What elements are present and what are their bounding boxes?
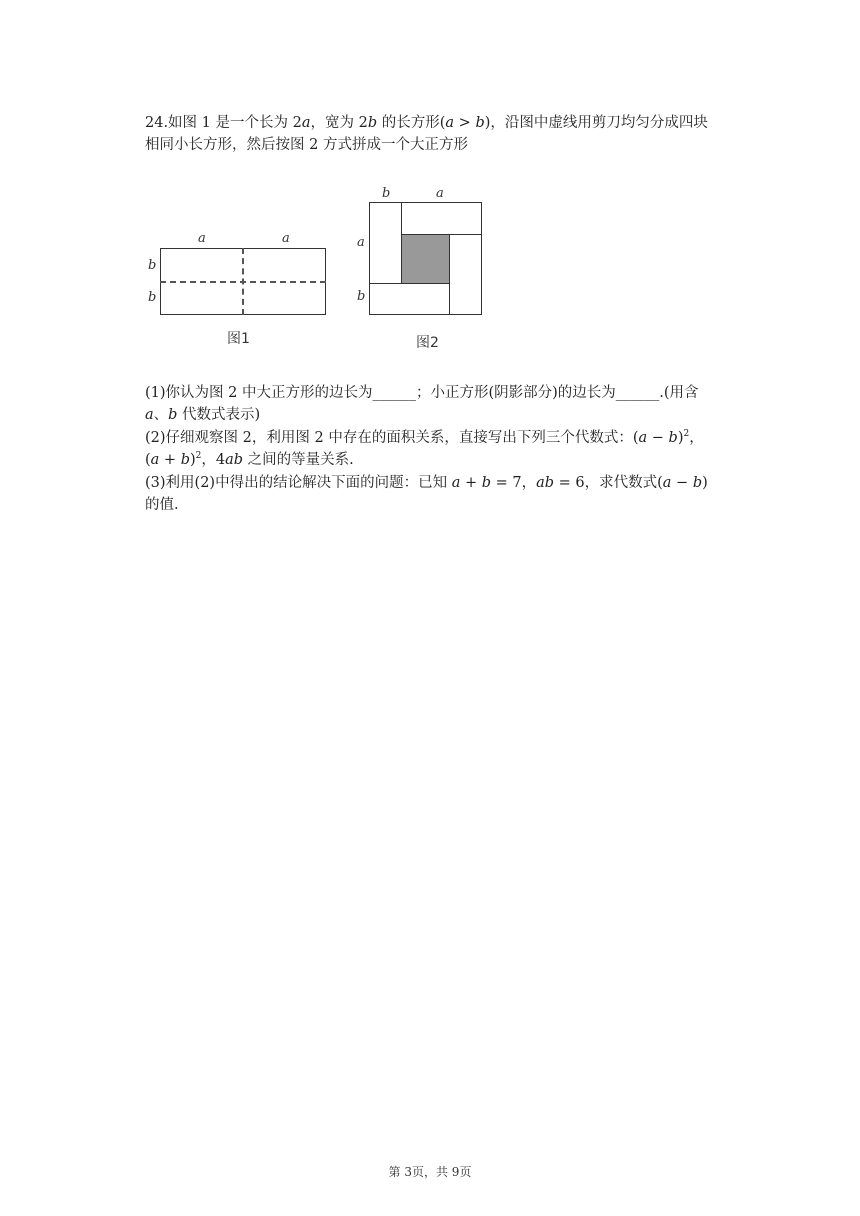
question-1-line-2: a、b 代数式表示) <box>145 407 261 423</box>
problem-intro-line-1: 24.如图 1 是一个长为 2a，宽为 2b 的长方形(a > b)，沿图中虚线用剪刀均匀分成四块 <box>145 115 708 131</box>
question-1-line-1: (1)你认为图 2 中大正方形的边长为______；小正方形(阴影部分)的边长为______.(用含 <box>145 385 699 401</box>
problem-intro-line-2: 相同小长方形，然后按图 2 方式拼成一个大正方形 <box>145 137 468 153</box>
fig2-caption: 图2 <box>416 335 439 351</box>
fig2-side-label-b: b <box>357 289 366 304</box>
question-2-line-1: (2)仔细观察图 2，利用图 2 中存在的面积关系，直接写出下列三个代数式：$(a - b)^2$， <box>145 429 704 446</box>
fig2-right-rectangle <box>449 234 482 315</box>
fig1-side-label-b-1: b <box>148 258 157 273</box>
fig2-top-rectangle <box>401 202 482 235</box>
question-3-line-1: (3)利用(2)中得出的结论解决下面的问题：已知 a + b = 7，ab = 6，求代数式(a − b) <box>145 475 708 491</box>
fig2-top-label-a: a <box>436 186 444 201</box>
fig1-top-label-a-2: a <box>282 231 290 246</box>
fig2-side-label-a: a <box>357 235 365 250</box>
page-footer: 第 3页，共 9页 <box>388 1165 472 1179</box>
fig2-shaded-square <box>401 234 450 284</box>
question-3-line-2: 的值. <box>145 497 179 513</box>
fig1-caption: 图1 <box>227 331 250 347</box>
fig1-vertical-dashed-line <box>242 248 244 315</box>
question-2-line-2: $(a + b)^2$，4ab 之间的等量关系. <box>145 451 354 468</box>
fig2-left-rectangle <box>369 202 402 284</box>
fig2-top-label-b: b <box>382 186 391 201</box>
fig2-bottom-rectangle <box>369 283 450 315</box>
fig1-side-label-b-2: b <box>148 290 157 305</box>
fig1-top-label-a-1: a <box>198 231 206 246</box>
